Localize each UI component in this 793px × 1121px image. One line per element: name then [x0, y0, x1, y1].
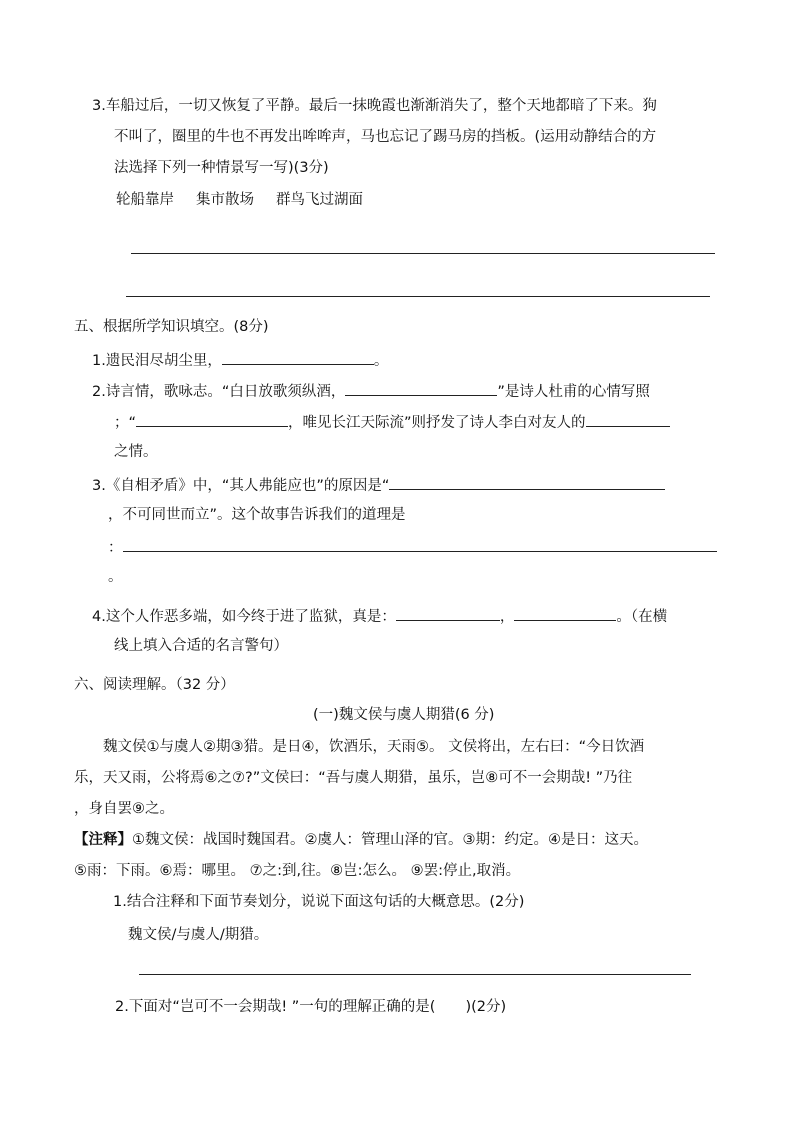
s5-item-3-part4: 。 [108, 569, 123, 585]
q3-line-2: 不叫了，圈里的牛也不再发出哞哞声，马也忘记了踢马房的挡板。(运用动静结合的方 [114, 129, 657, 145]
s5-item-2-part4: ，唯见长江天际流”则抒发了诗人李白对友人的 [288, 415, 586, 431]
passage-title: (一)魏文侯与虞人期猎(6 分) [313, 707, 495, 723]
q3-line-3: 法选择下列一种情景写一写)(3分) [114, 160, 329, 176]
s5-item-3-blank-1[interactable] [389, 474, 665, 490]
q3-answer-line-2[interactable] [126, 296, 710, 297]
s5-item-3-line-1 [92, 474, 665, 496]
notes-text-1: ①魏文侯：战国时魏国君。②虞人：管理山泽的官。③期：约定。④是日：这天。 [132, 832, 648, 848]
reading-q1-answer-line[interactable] [139, 974, 691, 975]
s5-item-4-part2: 。（在横 [616, 609, 668, 625]
q3-option-2: 集市散场 [196, 192, 254, 208]
s5-item-2-blank-1[interactable] [345, 380, 497, 396]
passage-line-2: 乐，天又雨，公将焉⑥之⑦?”文侯曰：“吾与虞人期猎，虽乐，岂⑧可不一会期哉! ”乃往 [74, 770, 633, 786]
q3-line-1: 3.车船过后，一切又恢复了平静。最后一抹晚霞也渐渐消失了，整个天地都暗了下来。狗 [92, 98, 657, 114]
section5-heading: 五、根据所学知识填空。(8分) [74, 319, 269, 335]
q3-options [116, 190, 363, 210]
s5-item-2-part2: ”是诗人杜甫的心情写照 [497, 384, 650, 400]
notes-line-2: ⑤雨：下雨。⑥焉：哪里。 ⑦之:到,往。⑧岂:怎么。 ⑨罢:停止,取消。 [74, 863, 521, 879]
s5-item-1-text: 1.遗民泪尽胡尘里， [92, 353, 222, 369]
s5-item-4-blank-2[interactable] [514, 605, 616, 621]
reading-q2 [115, 997, 506, 1017]
s5-item-2-blank-2[interactable] [136, 411, 288, 427]
s5-item-2-part5: 之情。 [114, 444, 158, 460]
s5-item-1-end: 。 [373, 353, 389, 369]
s5-item-3-part1: 3.《自相矛盾》中，“其人弗能应也”的原因是“ [92, 478, 390, 494]
s5-item-3-part3: ： [108, 540, 123, 556]
s5-item-3-blank-2[interactable] [123, 536, 717, 552]
s5-item-2-part3: ；“ [114, 415, 137, 431]
s5-item-2-line-1 [92, 380, 650, 402]
s5-item-1-blank[interactable] [222, 349, 374, 365]
reading-q1: 1.结合注释和下面节奏划分，说说下面这句话的大概意思。(2分) [113, 894, 525, 910]
q3-option-3: 群鸟飞过湖面 [276, 192, 363, 208]
passage-line-1: 魏文侯①与虞人②期③猎。是日④，饮酒乐，天雨⑤。 文侯将出，左右曰：“今日饮酒 [103, 739, 645, 755]
s5-item-2-part1: 2.诗言情，歌咏志。“白日放歌须纵酒， [92, 384, 346, 400]
s5-item-4-blank-1[interactable] [396, 605, 500, 621]
s5-item-4-line-1 [92, 605, 667, 627]
passage-line-3: ，身自罢⑨之。 [74, 801, 174, 817]
s5-item-4-part1: 4.这个人作恶多端，如今终于进了监狱，真是： [92, 609, 396, 625]
s5-item-3-line-3 [108, 536, 717, 558]
notes-line-1 [74, 830, 648, 850]
s5-item-4-comma: ， [499, 609, 515, 625]
section6-heading: 六、阅读理解。（32 分） [74, 677, 235, 693]
s5-item-4-part3: 线上填入合适的名言警句） [114, 638, 288, 654]
reading-q2-score: )(2分) [465, 999, 507, 1015]
q3-option-1: 轮船靠岸 [116, 192, 174, 208]
s5-item-2-blank-3[interactable] [586, 411, 670, 427]
s5-item-3-part2: ，不可同世而立”。这个故事告诉我们的道理是 [108, 507, 406, 523]
reading-q2-text: 2.下面对“岂可不一会期哉! ”一句的理解正确的是( [115, 999, 436, 1015]
s5-item-2-line-2 [114, 411, 670, 433]
notes-label: 【注释】 [74, 832, 132, 848]
q3-answer-line-1[interactable] [131, 253, 715, 254]
s5-item-1 [92, 349, 388, 371]
reading-q1-sentence: 魏文侯/与虞人/期猎。 [128, 927, 269, 943]
